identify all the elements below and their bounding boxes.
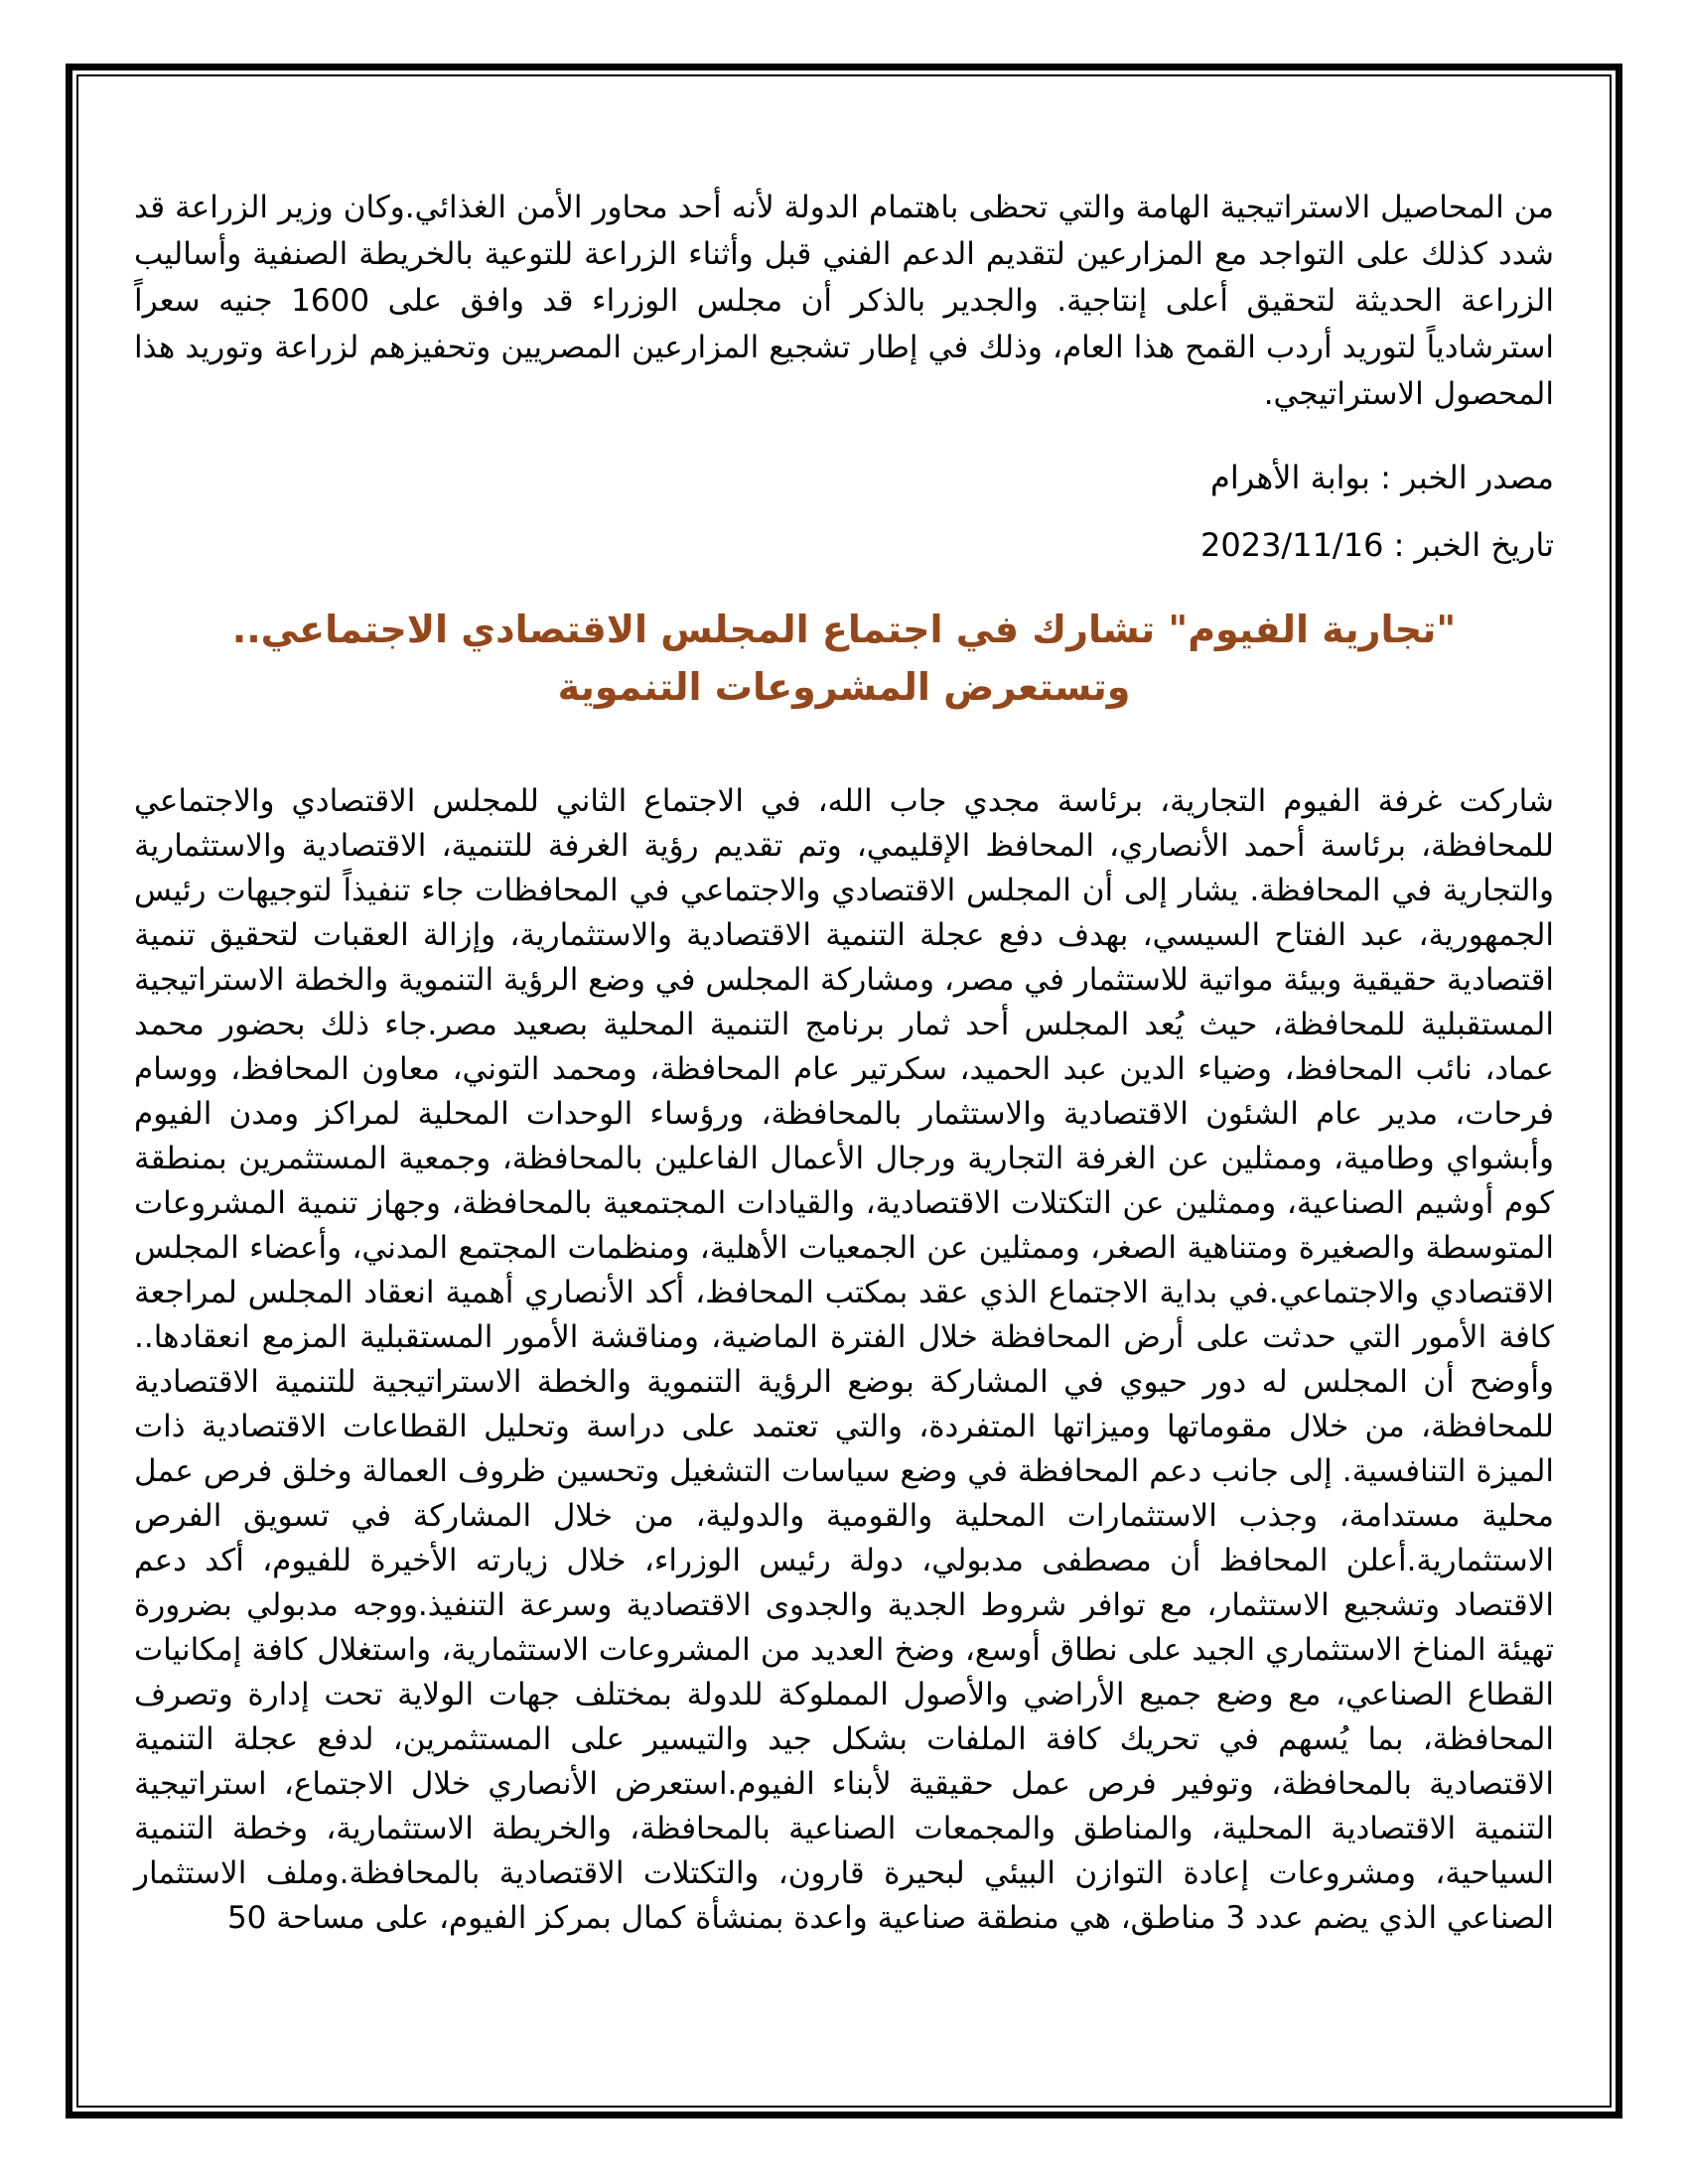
- news-source-line: مصدر الخبر : بوابة الأهرام: [1210, 459, 1554, 496]
- body-paragraph: شاركت غرفة الفيوم التجارية، برئاسة مجدي جاب الله، في الاجتماع الثاني للمجلس الاقتصادي والاجتماعي للمحافظة، برئاسة أحمد الأنصاري، المحافظ الإقليمي، وتم تقديم رؤية الغرفة للتنمية، الاقتصادية والاستثمارية والتجارية في المحافظة. يشار إلى أن المجلس الاقتصادي والاجتماعي في المحافظات جاء تنفيذاً لتوجيهات رئيس الجمهورية، عبد الفتاح السيسي، بهدف دفع عجلة التنمية الاقتصادية والاستثمارية، وإزالة العقبات لتحقيق تنمية اقتصادية حقيقية وبيئة مواتية للاستثمار في مصر، ومشاركة المجلس في وضع الرؤية التنموية والخطة الاستراتيجية المستقبلية للمحافظة، حيث يُعد المجلس أحد ثمار برنامج التنمية المحلية بصعيد مصر.جاء ذلك بحضور محمد عماد، نائب المحافظ، وضياء الدين عبد الحميد، سكرتير عام المحافظة، ومحمد التوني، معاون المحافظ، ووسام فرحات، مدير عام الشئون الاقتصادية والاستثمار بالمحافظة، ورؤساء الوحدات المحلية لمراكز ومدن الفيوم وأبشواي وطامية، وممثلين عن الغرفة التجارية ورجال الأعمال الفاعلين بالمحافظة، وجمعية المستثمرين بمنطقة كوم أوشيم الصناعية، وممثلين عن التكتلات الاقتصادية، والقيادات المجتمعية بالمحافظة، وجهاز تنمية المشروعات المتوسطة والصغيرة ومتناهية الصغر، وممثلين عن الجمعيات الأهلية، ومنظمات المجتمع المدني، وأعضاء المجلس الاقتصادي والاجتماعي.في بداية الاجتماع الذي عقد بمكتب المحافظ، أكد الأنصاري أهمية انعقاد المجلس لمراجعة كافة الأمور التي حدثت على أرض المحافظة خلال الفترة الماضية، ومناقشة الأمور المستقبلية المزمع انعقادها.. وأوضح أن المجلس له دور حيوي في المشاركة بوضع الرؤية التنموية والخطة الاستراتيجية للتنمية الاقتصادية للمحافظة، من خلال مقوماتها وميزاتها المتفردة، والتي تعتمد على دراسة وتحليل القطاعات الاقتصادية ذات الميزة التنافسية. إلى جانب دعم المحافظة في وضع سياسات التشغيل وتحسين ظروف العمالة وخلق فرص عمل محلية مستدامة، وجذب الاستثمارات المحلية والقومية والدولية، من خلال المشاركة في تسويق الفرص الاستثمارية.أعلن المحافظ أن مصطفى مدبولي، دولة رئيس الوزراء، خلال زيارته الأخيرة للفيوم، أكد دعم الاقتصاد وتشجيع الاستثمار، مع توافر شروط الجدية والجدوى الاقتصادية وسرعة التنفيذ.ووجه مدبولي بضرورة تهيئة المناخ الاستثماري الجيد على نطاق أوسع، وضخ العديد من المشروعات الاستثمارية، واستغلال كافة إمكانيات القطاع الصناعي، مع وضع جميع الأراضي والأصول المملوكة للدولة بمختلف جهات الولاية تحت إدارة وتصرف المحافظة، بما يُسهم في تحريك كافة الملفات بشكل جيد والتيسير على المستثمرين، لدفع عجلة التنمية الاقتصادية بالمحافظة، وتوفير فرص عمل حقيقية لأبناء الفيوم.استعرض الأنصاري خلال الاجتماع، استراتيجية التنمية الاقتصادية المحلية، والمناطق والمجمعات الصناعية بالمحافظة، والخريطة الاستثمارية، وخطة التنمية السياحية، ومشروعات إعادة التوازن البيئي لبحيرة قارون، والتكتلات الاقتصادية بالمحافظة.وملف الاستثمار الصناعي الذي يضم عدد 3 مناطق، هي منطقة صناعية واعدة بمنشأة كمال بمركز الفيوم، على مساحة 50: [134, 783, 1554, 1936]
- news-date-line: تاريخ الخبر : 2023/11/16: [1199, 526, 1554, 564]
- article-content: [134, 185, 1554, 1941]
- intro-paragraph: من المحاصيل الاستراتيجية الهامة والتي تحظى باهتمام الدولة لأنه أحد محاور الأمن الغذائي.وكان وزير الزراعة قد شدد كذلك على التواجد مع المزارعين لتقديم الدعم الفني قبل وأثناء الزراعة للتوعية بالخريطة الصنفية وأساليب الزراعة الحديثة لتحقيق أعلى إنتاجية. والجدير بالذكر أن مجلس الوزراء قد وافق على 1600 جنيه سعراً استرشادياً لتوريد أردب القمح هذا العام، وذلك في إطار تشجيع المزارعين المصريين وتحفيزهم لزراعة وتوريد هذا المحصول الاستراتيجي.: [134, 190, 1554, 412]
- article-headline: "تجارية الفيوم" تشارك في اجتماع المجلس الاقتصادي الاجتماعي.. وتستعرض المشروعات التنموية: [231, 608, 1457, 709]
